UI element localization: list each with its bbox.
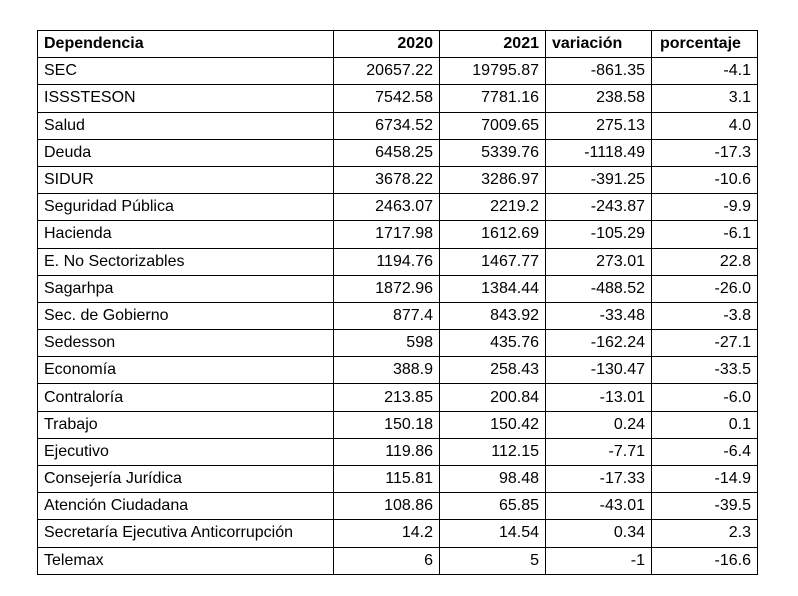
table-row	[38, 302, 758, 329]
table-row	[38, 194, 758, 221]
cell-porcentaje: -9.9	[652, 194, 758, 221]
cell-porcentaje: -6.0	[652, 384, 758, 411]
table-row	[38, 166, 758, 193]
cell-2021: 5	[440, 547, 546, 574]
cell-porcentaje: -27.1	[652, 330, 758, 357]
cell-dependencia: Ejecutivo	[38, 438, 334, 465]
table-row	[38, 493, 758, 520]
header-dependencia: Dependencia	[38, 31, 334, 58]
table-row	[38, 384, 758, 411]
table-container	[37, 30, 758, 575]
cell-2021: 200.84	[440, 384, 546, 411]
cell-2021: 2219.2	[440, 194, 546, 221]
cell-2021: 843.92	[440, 302, 546, 329]
cell-porcentaje: -39.5	[652, 493, 758, 520]
table-row	[38, 58, 758, 85]
cell-variacion: -1	[546, 547, 652, 574]
cell-dependencia: Seguridad Pública	[38, 194, 334, 221]
cell-2020: 213.85	[334, 384, 440, 411]
cell-variacion: 238.58	[546, 85, 652, 112]
cell-variacion: -1118.49	[546, 139, 652, 166]
cell-2021: 65.85	[440, 493, 546, 520]
header-variacion: variación	[546, 31, 652, 58]
cell-dependencia: E. No Sectorizables	[38, 248, 334, 275]
table-row	[38, 547, 758, 574]
header-2021: 2021	[440, 31, 546, 58]
cell-2021: 14.54	[440, 520, 546, 547]
table-row	[38, 520, 758, 547]
cell-variacion: -243.87	[546, 194, 652, 221]
cell-dependencia: Secretaría Ejecutiva Anticorrupción	[38, 520, 334, 547]
cell-2021: 435.76	[440, 330, 546, 357]
table-row	[38, 275, 758, 302]
cell-2020: 20657.22	[334, 58, 440, 85]
cell-2020: 108.86	[334, 493, 440, 520]
cell-dependencia: Economía	[38, 357, 334, 384]
table-body	[38, 58, 758, 575]
cell-dependencia: Hacienda	[38, 221, 334, 248]
cell-2020: 7542.58	[334, 85, 440, 112]
table-row	[38, 139, 758, 166]
header-porcentaje: porcentaje	[652, 31, 758, 58]
header-row	[38, 31, 758, 58]
table-row	[38, 248, 758, 275]
cell-dependencia: ISSSTESON	[38, 85, 334, 112]
header-2020: 2020	[334, 31, 440, 58]
cell-variacion: -7.71	[546, 438, 652, 465]
cell-2020: 14.2	[334, 520, 440, 547]
cell-2020: 1194.76	[334, 248, 440, 275]
cell-porcentaje: -14.9	[652, 466, 758, 493]
cell-dependencia: SIDUR	[38, 166, 334, 193]
cell-dependencia: Deuda	[38, 139, 334, 166]
cell-2020: 6734.52	[334, 112, 440, 139]
table-row	[38, 221, 758, 248]
cell-2021: 7781.16	[440, 85, 546, 112]
cell-2020: 150.18	[334, 411, 440, 438]
cell-porcentaje: 22.8	[652, 248, 758, 275]
table-row	[38, 357, 758, 384]
cell-variacion: -391.25	[546, 166, 652, 193]
table-row	[38, 330, 758, 357]
cell-porcentaje: 0.1	[652, 411, 758, 438]
cell-2021: 19795.87	[440, 58, 546, 85]
cell-porcentaje: 2.3	[652, 520, 758, 547]
cell-2021: 1612.69	[440, 221, 546, 248]
cell-2021: 3286.97	[440, 166, 546, 193]
cell-porcentaje: -26.0	[652, 275, 758, 302]
cell-porcentaje: 4.0	[652, 112, 758, 139]
cell-porcentaje: -6.1	[652, 221, 758, 248]
cell-2020: 119.86	[334, 438, 440, 465]
cell-porcentaje: -10.6	[652, 166, 758, 193]
cell-dependencia: Salud	[38, 112, 334, 139]
cell-2020: 1717.98	[334, 221, 440, 248]
cell-dependencia: Telemax	[38, 547, 334, 574]
cell-dependencia: SEC	[38, 58, 334, 85]
budget-table	[37, 30, 758, 575]
cell-dependencia: Sec. de Gobierno	[38, 302, 334, 329]
cell-dependencia: Trabajo	[38, 411, 334, 438]
cell-2021: 258.43	[440, 357, 546, 384]
cell-variacion: 0.34	[546, 520, 652, 547]
table-row	[38, 112, 758, 139]
table-row	[38, 411, 758, 438]
cell-2021: 7009.65	[440, 112, 546, 139]
cell-variacion: -105.29	[546, 221, 652, 248]
cell-porcentaje: -17.3	[652, 139, 758, 166]
cell-porcentaje: -16.6	[652, 547, 758, 574]
table-row	[38, 466, 758, 493]
cell-dependencia: Contraloría	[38, 384, 334, 411]
cell-2021: 1384.44	[440, 275, 546, 302]
cell-variacion: -33.48	[546, 302, 652, 329]
table-row	[38, 438, 758, 465]
cell-variacion: -13.01	[546, 384, 652, 411]
table-row	[38, 85, 758, 112]
cell-2021: 150.42	[440, 411, 546, 438]
cell-porcentaje: -3.8	[652, 302, 758, 329]
cell-2021: 1467.77	[440, 248, 546, 275]
cell-2021: 5339.76	[440, 139, 546, 166]
cell-2020: 2463.07	[334, 194, 440, 221]
cell-2020: 115.81	[334, 466, 440, 493]
cell-2020: 388.9	[334, 357, 440, 384]
cell-2020: 598	[334, 330, 440, 357]
cell-variacion: -130.47	[546, 357, 652, 384]
cell-dependencia: Atención Ciudadana	[38, 493, 334, 520]
cell-variacion: -488.52	[546, 275, 652, 302]
cell-2021: 98.48	[440, 466, 546, 493]
cell-porcentaje: 3.1	[652, 85, 758, 112]
cell-dependencia: Sedesson	[38, 330, 334, 357]
cell-2021: 112.15	[440, 438, 546, 465]
cell-variacion: -17.33	[546, 466, 652, 493]
cell-variacion: -162.24	[546, 330, 652, 357]
cell-variacion: -861.35	[546, 58, 652, 85]
cell-porcentaje: -4.1	[652, 58, 758, 85]
cell-variacion: 275.13	[546, 112, 652, 139]
cell-variacion: 273.01	[546, 248, 652, 275]
cell-dependencia: Consejería Jurídica	[38, 466, 334, 493]
cell-dependencia: Sagarhpa	[38, 275, 334, 302]
cell-2020: 6458.25	[334, 139, 440, 166]
cell-2020: 877.4	[334, 302, 440, 329]
cell-2020: 6	[334, 547, 440, 574]
cell-variacion: -43.01	[546, 493, 652, 520]
cell-variacion: 0.24	[546, 411, 652, 438]
cell-2020: 3678.22	[334, 166, 440, 193]
cell-2020: 1872.96	[334, 275, 440, 302]
cell-porcentaje: -33.5	[652, 357, 758, 384]
cell-porcentaje: -6.4	[652, 438, 758, 465]
